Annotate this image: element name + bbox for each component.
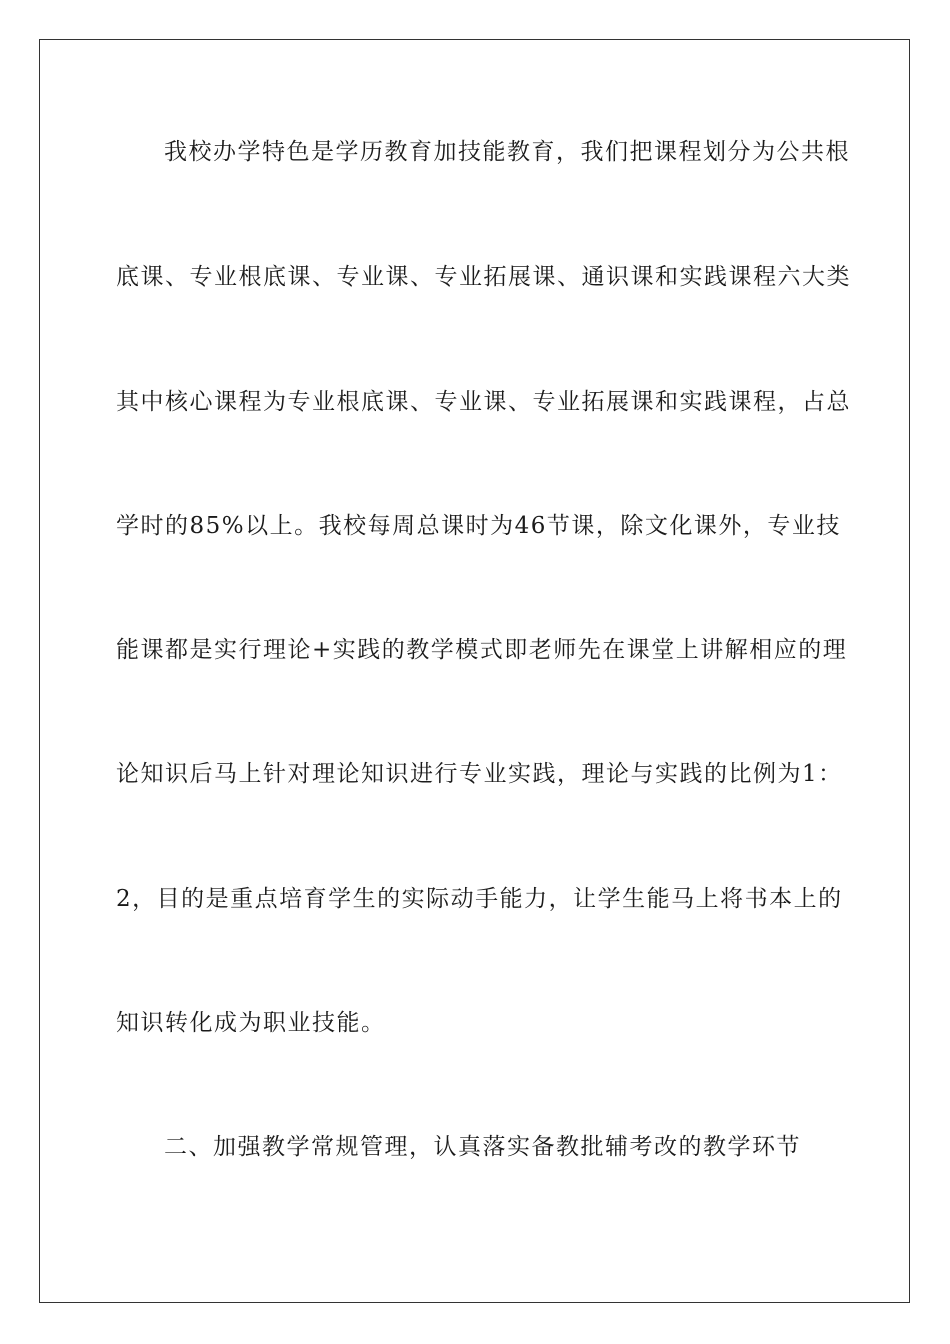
paragraph-line-2: 底课、专业根底课、专业课、专业拓展课、通识课和实践课程六大类 — [116, 264, 851, 290]
paragraph-line-1: 我校办学特色是学历教育加技能教育，我们把课程划分为公共根 — [164, 139, 850, 165]
paragraph-line-3: 其中核心课程为专业根底课、专业课、专业拓展课和实践课程，占总 — [116, 389, 851, 415]
section-heading: 二、加强教学常规管理，认真落实备教批辅考改的教学环节 — [164, 1134, 801, 1160]
paragraph-line-4: 学时的85%以上。我校每周总课时为46节课，除文化课外，专业技 — [116, 513, 841, 539]
page-frame — [39, 39, 910, 1303]
paragraph-line-6: 论知识后马上针对理论知识进行专业实践，理论与实践的比例为1： — [116, 761, 843, 787]
paragraph-line-8: 知识转化成为职业技能。 — [116, 1010, 386, 1036]
paragraph-line-7: 2，目的是重点培育学生的实际动手能力，让学生能马上将书本上的 — [116, 886, 843, 912]
paragraph-line-5: 能课都是实行理论+实践的教学模式即老师先在课堂上讲解相应的理 — [116, 637, 848, 663]
